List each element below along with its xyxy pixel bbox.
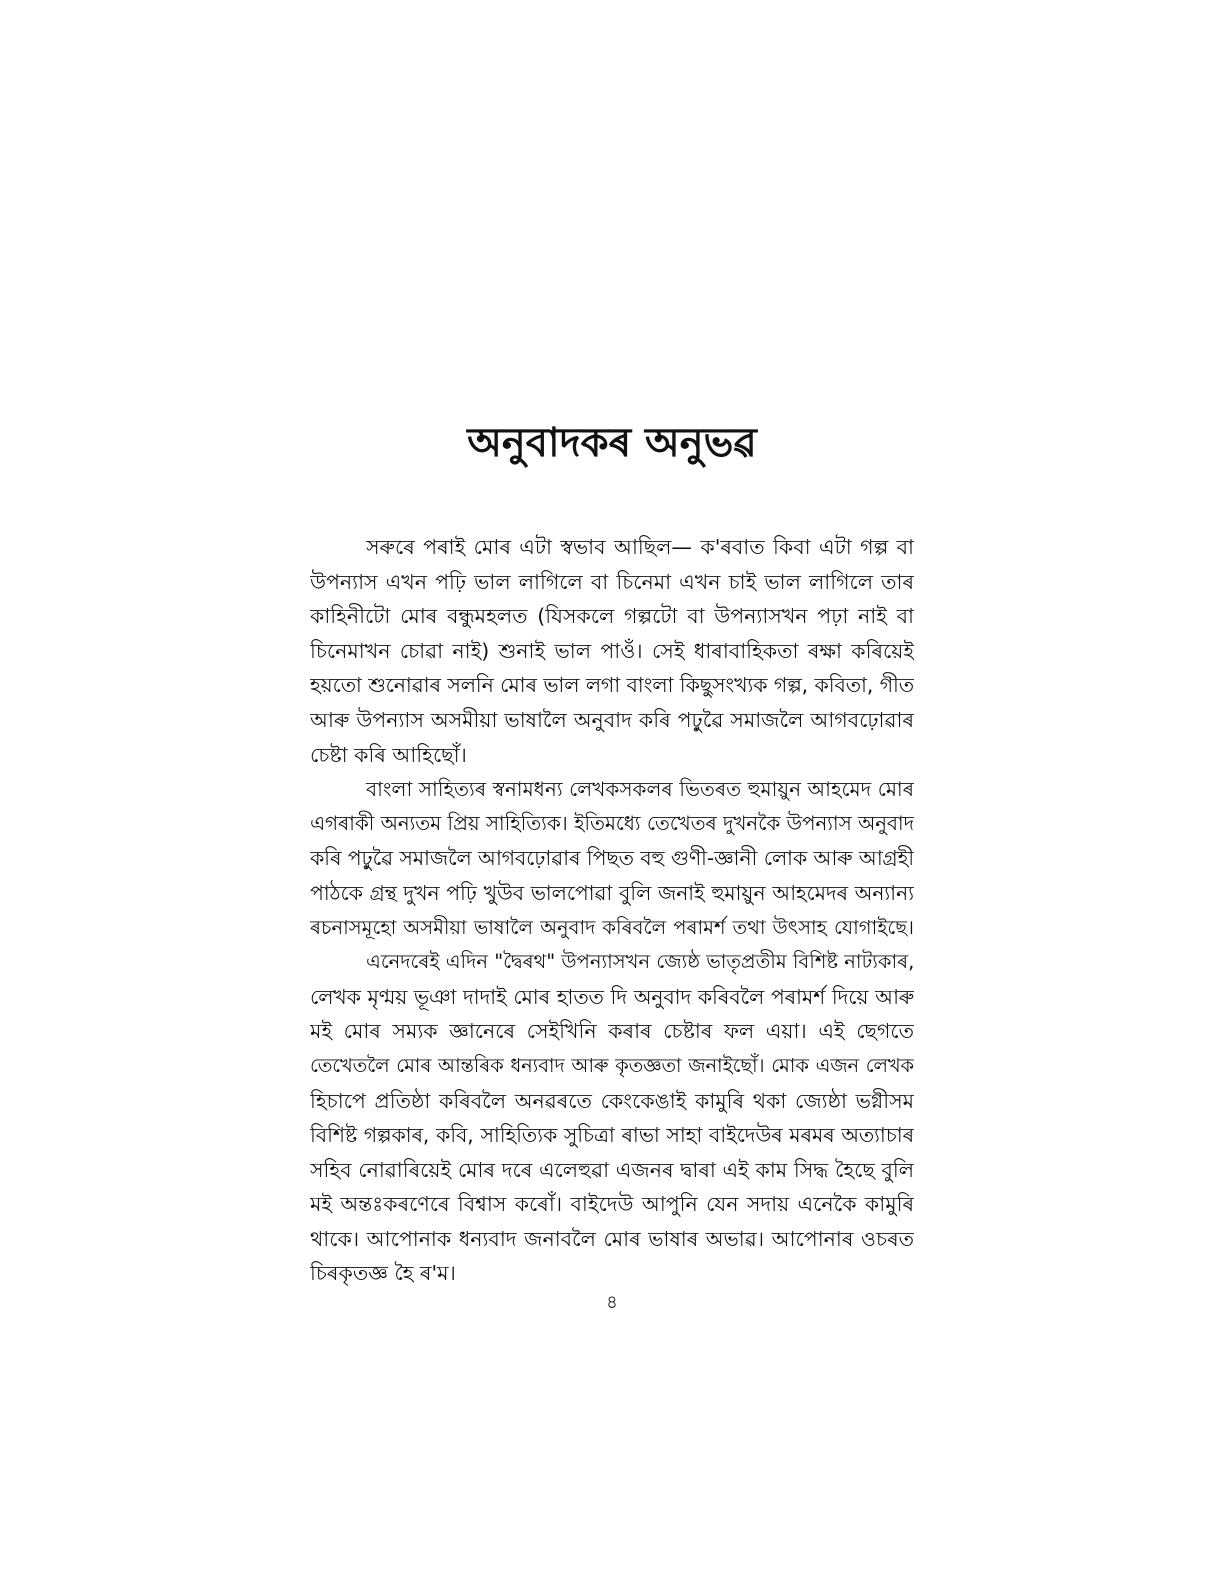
text-line: কাহিনীটো মোৰ বন্ধুমহলত (যিসকলে গল্পটো বা উপন্যাসখন পঢ়া নাই বা: [310, 604, 914, 629]
text-line: উপন্যাস এখন পঢ়ি ভাল লাগিলে বা চিনেমা এখন চাই ভাল লাগিলে তাৰ: [310, 569, 914, 594]
text-line: হিচাপে প্ৰতিষ্ঠা কৰিবলৈ অনৱৰতে কেংকেঙাই কামুৰি থকা জ্যেষ্ঠা ভগ্নীসম: [310, 1088, 914, 1113]
page-title: অনুবাদকৰ অনুভৱ: [467, 420, 757, 466]
paragraph-2: [310, 772, 914, 945]
paragraph-1: [310, 530, 914, 772]
text-line: সৰুৰে পৰাই মোৰ এটা স্বভাব আছিল— ক'ৰবাত কিবা এটা গল্প বা: [366, 535, 914, 559]
body-text: [310, 530, 914, 1291]
text-line: লেখক মৃণ্ময় ভূঞা দাদাই মোৰ হাতত দি অনুবাদ কৰিবলৈ পৰামৰ্শ দিয়ে আৰু: [310, 984, 914, 1009]
text-line: চিনেমাখন চোৱা নাই) শুনাই ভাল পাওঁ। সেই ধাৰাবাহিকতা ৰক্ষা কৰিয়েই: [310, 638, 914, 663]
text-line: কৰি পঢ়ুৱৈ সমাজলৈ আগবঢ়োৱাৰ পিছত বহু গুণী-জ্ঞানী লোক আৰু আগ্ৰহী: [310, 846, 914, 871]
text-line: এনেদৰেই এদিন "দ্বৈৰথ" উপন্যাসখন জ্যেষ্ঠ ভাতৃপ্ৰতীম বিশিষ্ট নাট্যকাৰ,: [366, 950, 914, 974]
text-line: থাকে। আপোনাক ধন্যবাদ জনাবলৈ মোৰ ভাষাৰ অভাৱ। আপোনাৰ ওচৰত: [310, 1226, 914, 1251]
text-line: চেষ্টা কৰি আহিছোঁ।: [310, 742, 467, 767]
text-line: মই মোৰ সম্যক জ্ঞানেৰে সেইখিনি কৰাৰ চেষ্টাৰ ফল এয়া। এই ছেগতে: [310, 1019, 914, 1044]
text-line: চিৰকৃতজ্ঞ হৈ ৰ'ম।: [310, 1261, 456, 1286]
text-line: হয়তো শুনোৱাৰ সলনি মোৰ ভাল লগা বাংলা কিছুসংখ্যক গল্প, কবিতা, গীত: [310, 673, 914, 698]
paragraph-3: [310, 945, 914, 1291]
text-line: পাঠকে গ্ৰন্থ দুখন পঢ়ি খুউব ভালপোৱা বুলি জনাই হুমায়ুন আহমেদৰ অন্যান্য: [310, 880, 914, 905]
text-line: বাংলা সাহিত্যৰ স্বনামধন্য লেখকসকলৰ ভিতৰত হুমায়ুন আহমেদ মোৰ: [366, 777, 914, 802]
text-line: মই অন্তঃকৰণেৰে বিশ্বাস কৰোঁ। বাইদেউ আপুনি যেন সদায় এনেকৈ কামুৰি: [310, 1192, 914, 1217]
text-line: তেখেতলৈ মোৰ আন্তৰিক ধন্যবাদ আৰু কৃতজ্ঞতা জনাইছোঁ। মোক এজন লেখক: [310, 1053, 914, 1077]
text-line: বিশিষ্ট গল্পকাৰ, কবি, সাহিত্যিক সুচিত্ৰা ৰাভা সাহা বাইদেউৰ মৰমৰ অত্যাচাৰ: [310, 1123, 914, 1148]
text-line: আৰু উপন্যাস অসমীয়া ভাষালৈ অনুবাদ কৰি পঢ়ুৱৈ সমাজলৈ আগবঢ়োৱাৰ: [310, 707, 914, 732]
page-number: ৪: [606, 1292, 618, 1313]
text-line: এগৰাকী অন্যতম প্ৰিয় সাহিত্যিক। ইতিমধ্যে তেখেতৰ দুখনকৈ উপন্যাস অনুবাদ: [310, 811, 914, 835]
text-line: সহিব নোৱাৰিয়েই মোৰ দৰে এলেহুৱা এজনৰ দ্বাৰা এই কাম সিদ্ধ হৈছে বুলি: [310, 1157, 914, 1182]
text-line: ৰচনাসমূহো অসমীয়া ভাষালৈ অনুবাদ কৰিবলৈ পৰামৰ্শ তথা উৎসাহ যোগাইছে।: [310, 915, 914, 939]
